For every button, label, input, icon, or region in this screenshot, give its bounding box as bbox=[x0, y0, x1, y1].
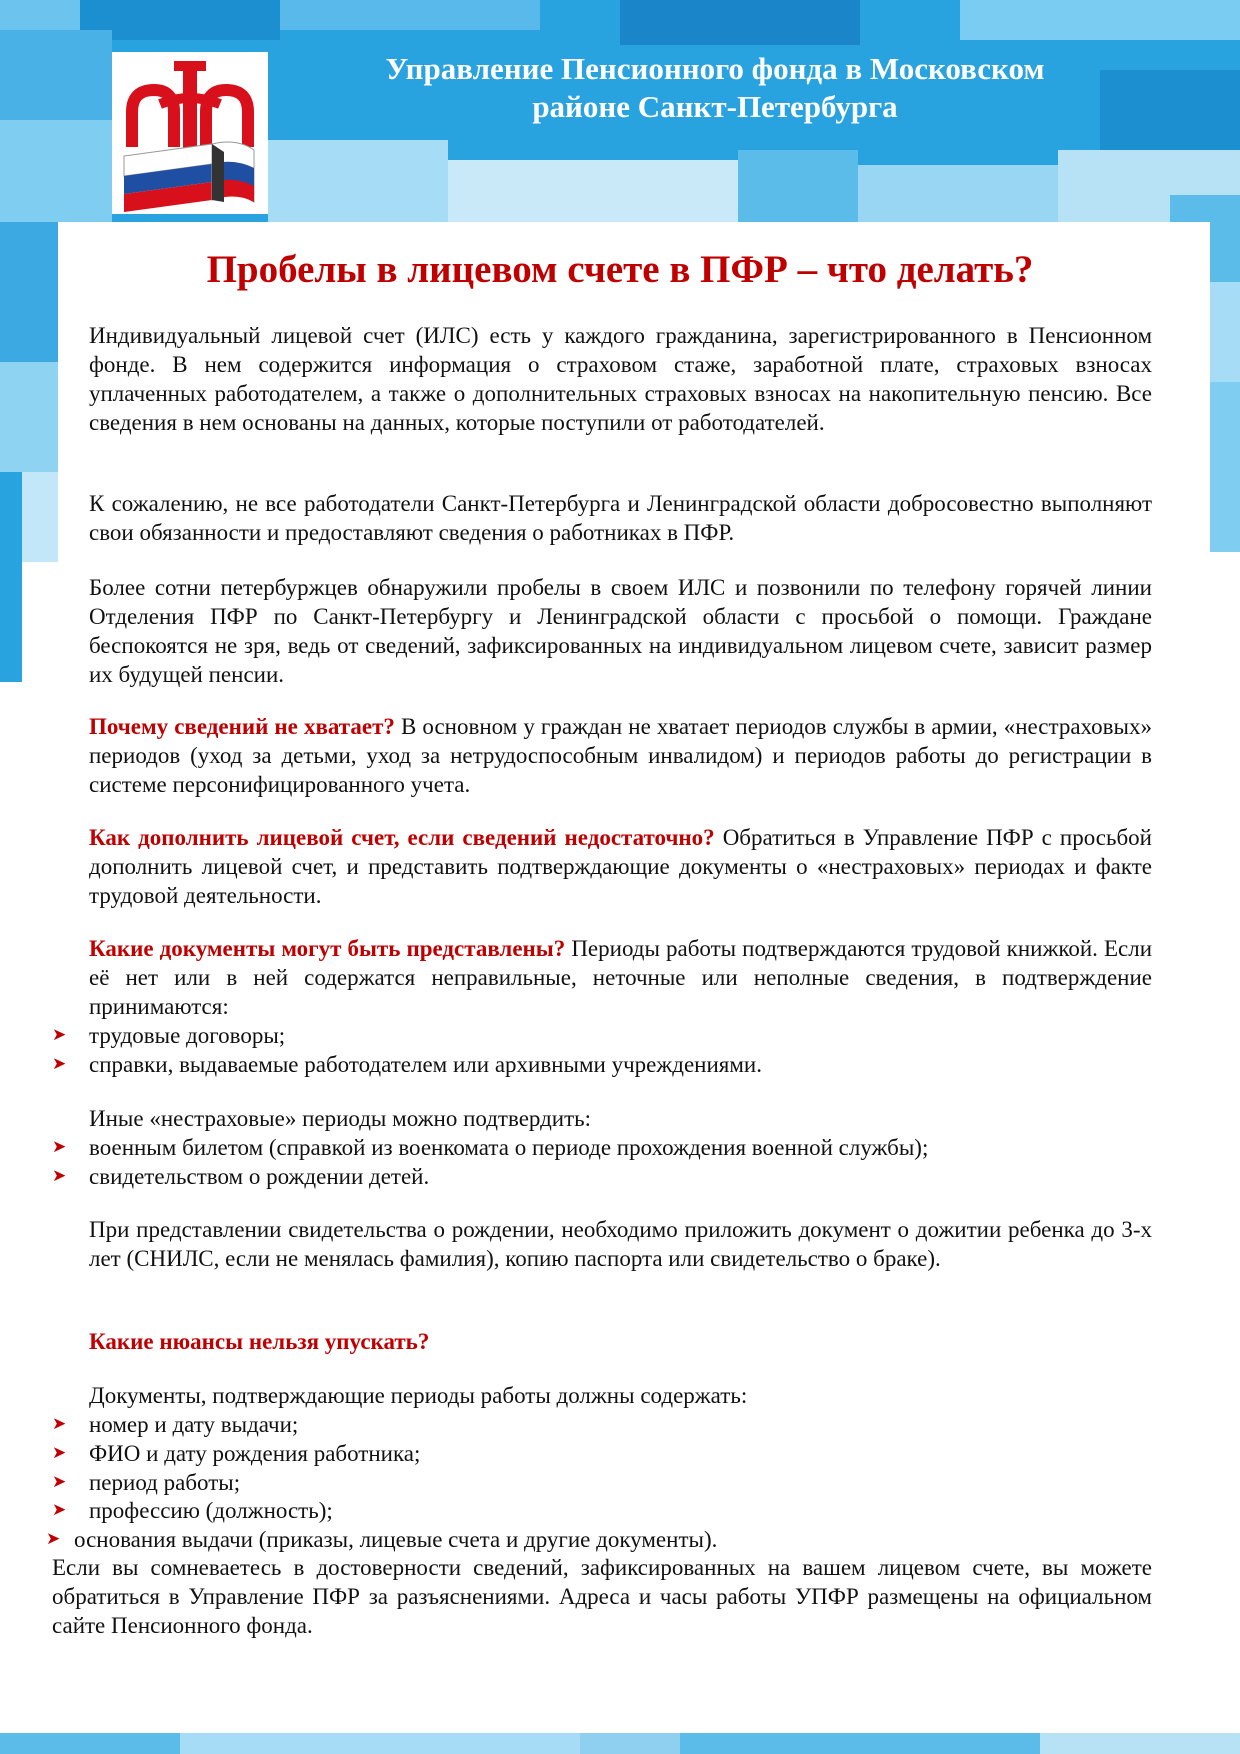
bottom-band bbox=[0, 1733, 1240, 1754]
list-item: основания выдачи (приказы, лицевые счета и другие документы). bbox=[74, 1527, 718, 1552]
paragraph-birth: При представлении свидетельства о рождении, необходимо приложить документ о дожитии ребенка до 3-х лет (СНИЛС, если не менялась фамилия), копию паспорта или свидетельство о браке). bbox=[89, 1217, 1152, 1271]
list-item: свидетельством о рождении детей. bbox=[89, 1164, 430, 1189]
list-item: справки, выдаваемые работодателем или архивными учреждениями. bbox=[89, 1052, 762, 1077]
question-how: Как дополнить лицевой счет, если сведений недостаточно? bbox=[89, 825, 715, 850]
paragraph-hotline: Более сотни петербуржцев обнаружили пробелы в своем ИЛС и позвонили по телефону горячей линии Отделения ПФР по Санкт-Петербургу и Ленинградской области с просьбой о помощи. Граждане беспокоятся не зря, ведь от сведений, зафиксированных на индивидуальном лицевом счете, зависит размер их будущей пенсии. bbox=[89, 575, 1152, 687]
answer-how: Обратиться в Управление ПФР с просьбой дополнить лицевой счет, и представить подтверждающие документы о «нестраховых» периодах и факте трудовой деятельности. bbox=[89, 825, 1152, 908]
paragraph-docs-contain: Документы, подтверждающие периоды работы должны содержать: bbox=[89, 1383, 748, 1408]
question-nuances: Какие нюансы нельзя упускать? bbox=[89, 1329, 430, 1354]
red-arrowhead-icon: ➤ bbox=[52, 1166, 67, 1186]
list-item: номер и дату выдачи; bbox=[89, 1412, 299, 1437]
paragraph-docs bbox=[89, 934, 1152, 1021]
paragraph-how bbox=[89, 823, 1152, 910]
list-item: период работы; bbox=[89, 1470, 241, 1495]
page-title: Пробелы в лицевом счете в ПФР – что делать? bbox=[206, 248, 1034, 291]
list-item: ФИО и дату рождения работника; bbox=[89, 1441, 421, 1466]
pfr-logo bbox=[112, 52, 268, 214]
paragraph-other: Иные «нестраховые» периоды можно подтвердить: bbox=[89, 1106, 592, 1131]
question-docs: Какие документы могут быть представлены? bbox=[89, 936, 566, 961]
red-arrowhead-icon: ➤ bbox=[46, 1529, 61, 1549]
paragraph-why bbox=[89, 712, 1152, 799]
red-arrowhead-icon: ➤ bbox=[52, 1025, 67, 1045]
red-arrowhead-icon: ➤ bbox=[52, 1414, 67, 1434]
red-arrowhead-icon: ➤ bbox=[52, 1500, 67, 1520]
red-arrowhead-icon: ➤ bbox=[52, 1137, 67, 1157]
org-title-line1: Управление Пенсионного фонда в Московском bbox=[385, 51, 1045, 86]
org-title-line2: районе Санкт-Петербурга bbox=[532, 89, 898, 124]
paragraph-intro: Индивидуальный лицевой счет (ИЛС) есть у каждого гражданина, зарегистрированного в Пенсионном фонде. В нем содержится информация о страховом стаже, заработной плате, страховых взносах уплаченных работодателем, а также о дополнительных страховых взносах на накопительную пенсию. Все сведения в нем основаны на данных, которые поступили от работодателей. bbox=[89, 323, 1152, 435]
left-decor bbox=[0, 222, 58, 682]
paragraph-final: Если вы сомневаетесь в достоверности сведений, зафиксированных на вашем лицевом счете, вы можете обратиться в Управление ПФР за разъяснениями. Адреса и часы работы УПФР размещены на официальном сайте Пенсионного фонда. bbox=[52, 1555, 1152, 1638]
answer-why: В основном у граждан не хватает периодов службы в армии, «нестраховых» периодов (уход за детьми, уход за нетрудоспособным инвалидом) и периодов работы до регистрации в системе персонифицированного учета. bbox=[89, 714, 1152, 797]
question-why: Почему сведений не хватает? bbox=[89, 714, 395, 739]
list-item: военным билетом (справкой из военкомата о периоде прохождения военной службы); bbox=[89, 1135, 929, 1160]
org-title bbox=[300, 50, 1130, 126]
answer-docs: Периоды работы подтверждаются трудовой книжкой. Если её нет или в ней содержатся неправильные, неточные или неполные сведения, в подтверждение принимаются: bbox=[89, 936, 1153, 1019]
list-item: профессию (должность); bbox=[89, 1498, 333, 1523]
red-arrowhead-icon: ➤ bbox=[52, 1472, 67, 1492]
paragraph-employers: К сожалению, не все работодатели Санкт-Петербурга и Ленинградской области добросовестно выполняют свои обязанности и предоставляют сведения о работниках в ПФР. bbox=[89, 491, 1152, 545]
pfr-logo-icon bbox=[112, 52, 268, 214]
red-arrowhead-icon: ➤ bbox=[52, 1443, 67, 1463]
red-arrowhead-icon: ➤ bbox=[52, 1054, 67, 1074]
list-item: трудовые договоры; bbox=[89, 1023, 286, 1048]
right-decor bbox=[1210, 222, 1240, 552]
